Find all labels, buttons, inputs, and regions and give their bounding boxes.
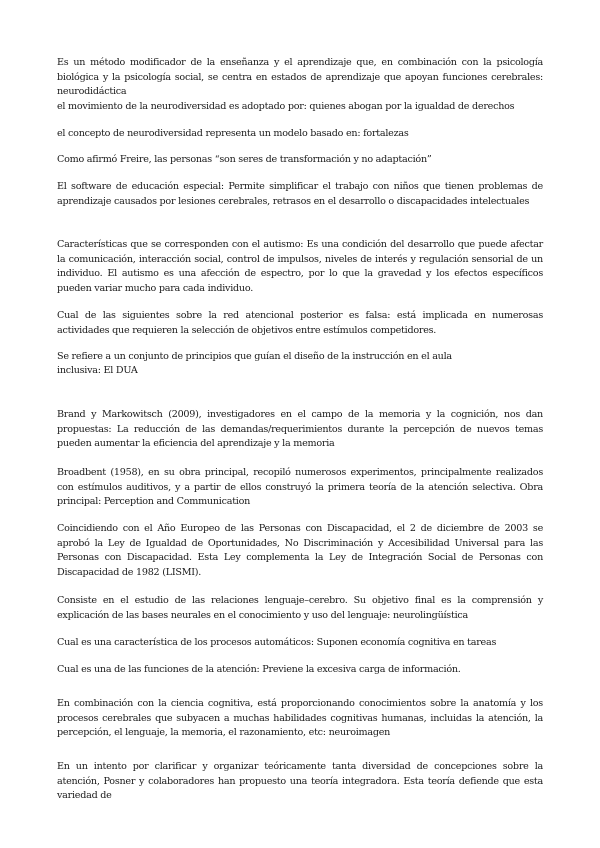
paragraph-ley-igualdad: Coincidiendo con el Año Europeo de las Personas con Discapacidad, el 2 de diciembre de 2003 se aprobó la Ley de Igualdad de Oportunidades, No Discriminación y Accesibilidad Universal para las Personas con Discapacidad. Esta Ley complementa la Ley de Integración Social de Personas con Discapacidad de 1982 (LISMI). [57, 523, 543, 578]
paragraph-neurodiversidad-modelo: el concepto de neurodiversidad representa un modelo basado en: fortalezas [57, 128, 409, 139]
paragraph-procesos-automaticos: Cual es una característica de los procesos automáticos: Suponen economía cognitiva en tareas [57, 637, 497, 648]
paragraph-dua-line1: Se refiere a un conjunto de principios que guían el diseño de la instrucción en el aula [57, 351, 452, 362]
paragraph-neurodidactica: Es un método modificador de la enseñanza y el aprendizaje que, en combinación con la psicología biológica y la psicología social, se centra en estados de aprendizaje que apoyan funciones cerebrales: neurodidáctica [57, 57, 543, 98]
paragraph-dua-line2: inclusiva: El DUA [57, 365, 138, 376]
paragraph-autismo: Características que se corresponden con el autismo: Es una condición del desarrollo que puede afectar la comunicación, interacción social, control de impulsos, niveles de interés y regulación sensorial de un individuo. El autismo es una afección de espectro, por lo que la gravedad y los efectos específicos pueden variar mucho para cada individuo. [57, 239, 543, 294]
paragraph-posner: En un intento por clarificar y organizar teóricamente tanta diversidad de concepciones sobre la atención, Posner y colaboradores han propuesto una teoría integradora. Esta teoría defiende que esta variedad de [57, 761, 543, 802]
paragraph-neurolinguistica: Consiste en el estudio de las relaciones lenguaje–cerebro. Su objetivo final es la comprensión y explicación de las bases neurales en el conocimiento y uso del lenguaje: neurolingüística [57, 595, 543, 621]
paragraph-funciones-atencion: Cual es una de las funciones de la atención: Previene la excesiva carga de información. [57, 664, 461, 675]
paragraph-red-atencional: Cual de las siguientes sobre la red atencional posterior es falsa: está implicada en numerosas actividades que requieren la selección de objetivos entre estímulos competidores. [57, 310, 543, 336]
paragraph-freire: Como afirmó Freire, las personas “son seres de transformación y no adaptación” [57, 154, 432, 165]
paragraph-neurodiversidad-movimiento: el movimiento de la neurodiversidad es adoptado por: quienes abogan por la igualdad de derechos [57, 101, 515, 112]
paragraph-broadbent: Broadbent (1958), en su obra principal, recopiló numerosos experimentos, principalmente realizados con estímulos auditivos, y a partir de ellos construyó la primera teoría de la atención selectiva. Obra principal: Perception and Communication [57, 467, 543, 508]
paragraph-software-educacion-especial: El software de educación especial: Permite simplificar el trabajo con niños que tienen problemas de aprendizaje causados por lesiones cerebrales, retrasos en el desarrollo o discapacidades intelectuales [57, 181, 543, 207]
paragraph-neuroimagen: En combinación con la ciencia cognitiva, está proporcionando conocimientos sobre la anatomía y los procesos cerebrales que subyacen a muchas habilidades cognitivas humanas, incluidas la atención, la percepción, el lenguaje, la memoria, el razonamiento, etc: neuroimagen [57, 698, 543, 739]
paragraph-brand-markowitsch: Brand y Markowitsch (2009), investigadores en el campo de la memoria y la cognición, nos dan propuestas: La reducción de las demandas/requerimientos durante la percepción de nuevos temas pueden aumentar la eficiencia del aprendizaje y la memoria [57, 409, 543, 450]
